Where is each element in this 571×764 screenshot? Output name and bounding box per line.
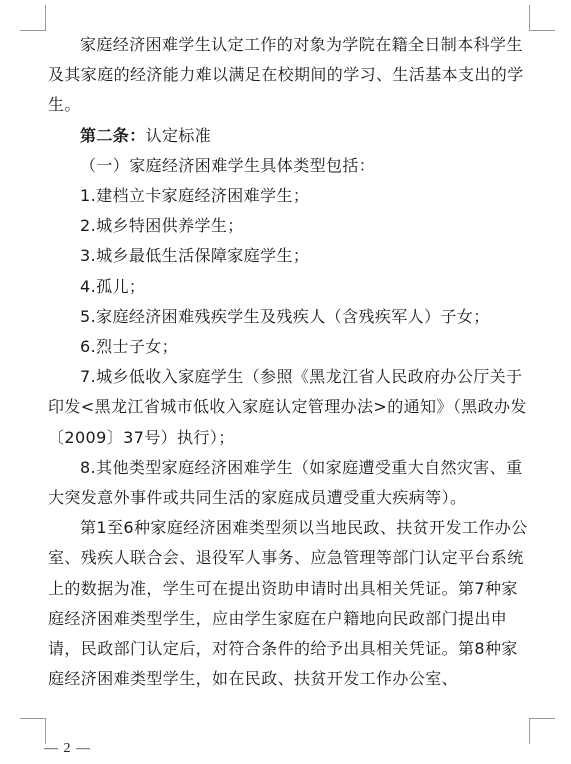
- list-item: [80, 241, 528, 271]
- paragraph-text: 第1至6种家庭经济困难类型须以当地民政、扶贫开发工作办公室、残疾人联合会、退役军人事务、应急管理等部门认定平台系统上的数据为准，学生可在提出资助申请时出具相关凭证。第7种家庭经济困难类型学生，应由学生家庭在户籍地向民政部门提出申请，民政部门认定后，对符合条件的给予出具相关凭证。第8种家庭经济困难类型学生，如在民政、扶贫开发工作办公室、: [48, 518, 528, 689]
- list-item-text: 2.城乡特困供养学生；: [80, 216, 244, 236]
- list-item: [80, 332, 528, 362]
- page-number: — 2 —: [44, 741, 91, 756]
- document-body: [48, 30, 528, 694]
- list-item: [80, 302, 528, 332]
- list-item-text: 4.孤儿；: [80, 276, 146, 296]
- list-item: [80, 211, 528, 241]
- paragraph-body: [48, 513, 528, 694]
- section-heading: [80, 151, 528, 181]
- list-item-text: 5.家庭经济困难残疾学生及残疾人（含残疾军人）子女；: [80, 306, 490, 326]
- list-item: [48, 453, 528, 513]
- list-item: [80, 272, 528, 302]
- paragraph-text: 家庭经济困难学生认定工作的对象为学院在籍全日制本科学生及其家庭的经济能力难以满足在校期间的学习、生活基本支出的学生。: [48, 35, 524, 115]
- list-item-text: 6.烈士子女；: [80, 337, 179, 357]
- list-item: [80, 181, 528, 211]
- section-title: （一）家庭经济困难学生具体类型包括：: [80, 155, 376, 175]
- paragraph-intro: [48, 30, 528, 121]
- list-item-text: 7.城乡低收入家庭学生（参照《黑龙江省人民政府办公厅关于印发<黑龙江省城市低收入家庭认定管理办法>的通知》（黑政办发〔2009〕37号）执行）；: [48, 367, 527, 447]
- list-item-text: 3.城乡最低生活保障家庭学生；: [80, 246, 310, 266]
- article-number: 第二条：: [80, 125, 146, 145]
- list-item: [48, 362, 528, 453]
- list-item-text: 1.建档立卡家庭经济困难学生；: [80, 186, 310, 206]
- article-title: 认定标准: [145, 125, 212, 145]
- list-item-text: 8.其他类型家庭经济困难学生（如家庭遭受重大自然灾害、重大突发意外事件或共同生活的家庭成员遭受重大疾病等）。: [48, 457, 523, 508]
- article-heading: [80, 121, 528, 151]
